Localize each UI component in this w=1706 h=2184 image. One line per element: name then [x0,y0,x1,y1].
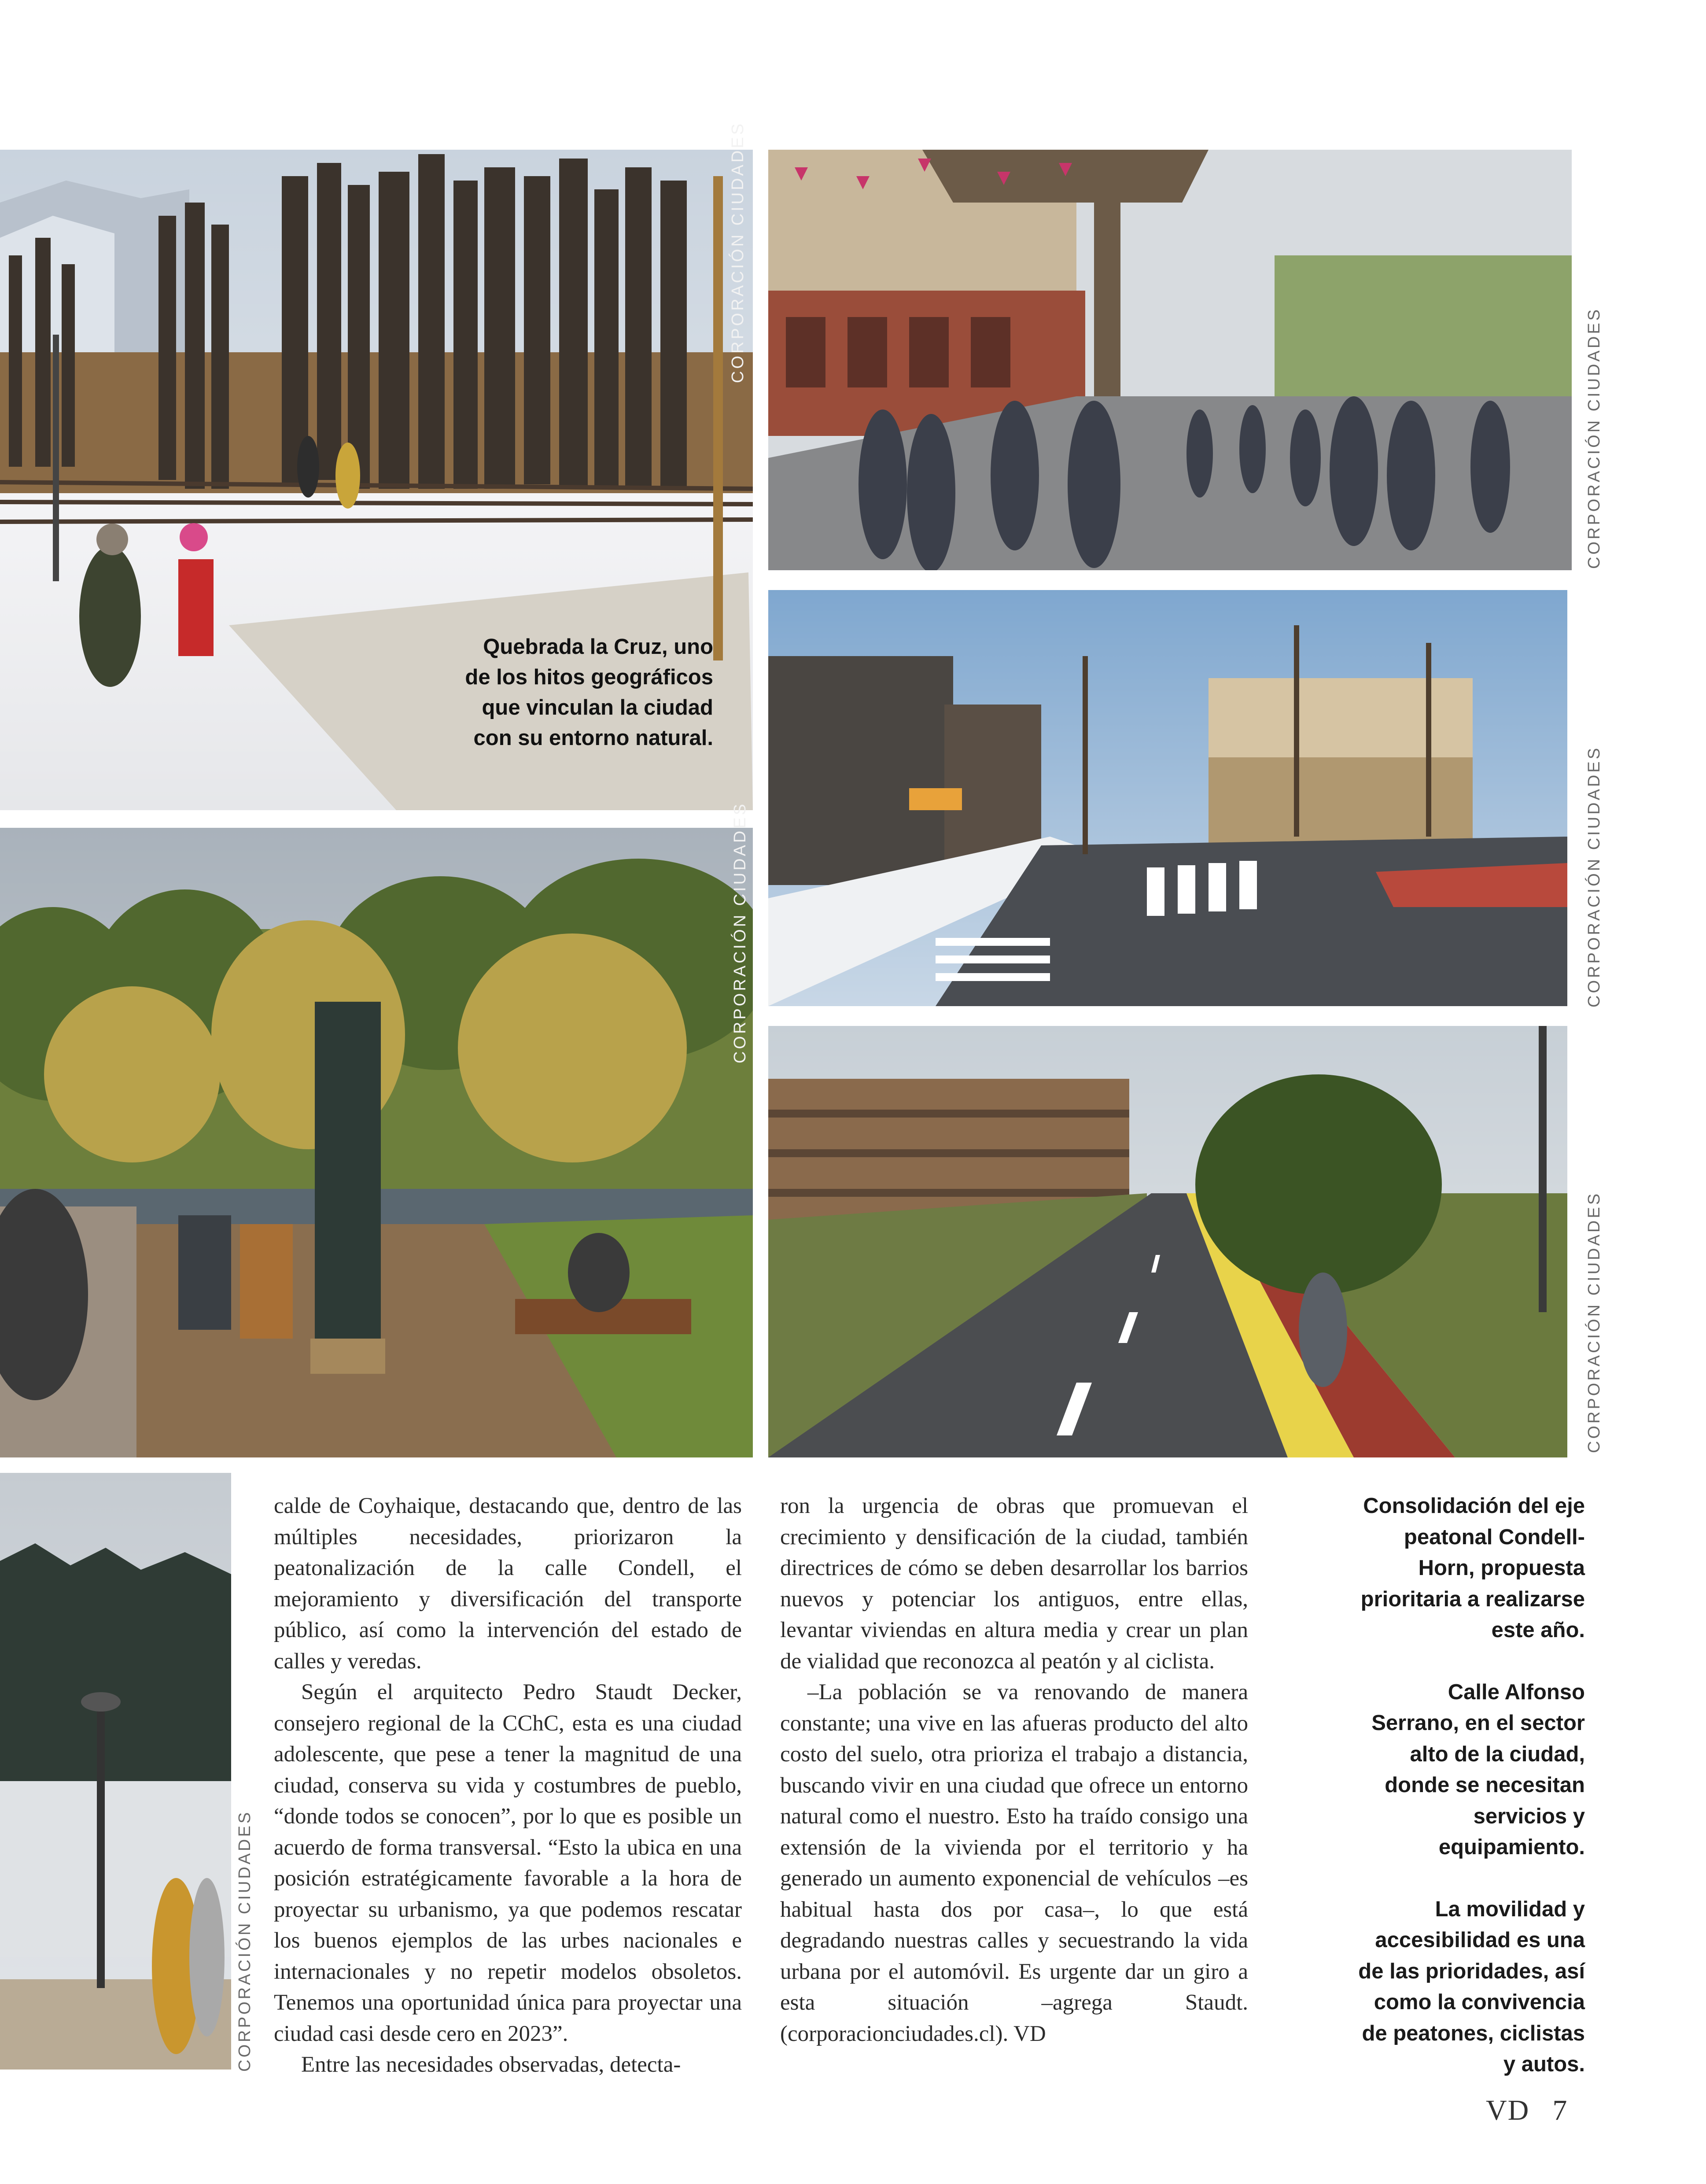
photo-credit-condell: CORPORACIÓN CIUDADES [1585,307,1603,569]
photo-credit-serrano: CORPORACIÓN CIUDADES [1585,745,1603,1007]
folio [1486,2094,1567,2127]
body-paragraph: ron la urgencia de obras que promuevan el crecimiento y densificación de la ciudad, también directrices de cómo se deben desarrollar los barrios nuevos y potenciar los antiguos, entre ellas, levantar viviendas en altura media y crear un plan de vialidad que reconozca al peatón y al ciclista. [780,1494,1248,1674]
caption-movilidad: La movilidad y accesibilidad es una de las prioridades, así como la convivencia de peatones, ciclistas y autos. [1358,1897,1585,2076]
photo-credit-quebrada: CORPORACIÓN CIUDADES [729,121,747,383]
photo-park-signage [0,828,753,1457]
photo-credit-bike-lane: CORPORACIÓN CIUDADES [1585,1191,1603,1453]
magazine-logo: VD [1486,2094,1530,2126]
quebrada-caption: Quebrada la Cruz, uno de los hitos geográficos que vinculan la ciudad con su entorno natural. [465,635,713,750]
photo-condell-horn [768,150,1572,570]
body-paragraph: –La población se va renovando de manera constante; una vive en las afueras producto del alto costo del suelo, otra prioriza el trabajo a distancia, buscando vivir en una ciudad que ofrece un entorno natural como el nuestro. Esto ha traído consigo una extensión de la vivienda por el territorio y ha generado un aumento exponencial de vehículos –es habitual hasta dos por casa–, lo que está degradando nuestras calles y secuestrando la vida urbana por el automóvil. Es urgente dar un giro a esta situación –agrega Staudt. (corporacionciudades.cl). [780,1680,1248,2046]
end-mark: VD [1013,2021,1046,2046]
photo-alfonso-serrano [768,590,1567,1006]
body-column-1 [274,1490,742,2081]
photo-credit-park: CORPORACIÓN CIUDADES [731,801,749,1063]
caption-condell-horn: Consolidación del eje peatonal Condell-Horn, propuesta prioritaria a realizarse este año. [1360,1494,1585,1642]
photo-bike-lane [768,1026,1567,1457]
photo-winter-promenade [0,1473,231,2070]
body-paragraph: Entre las necesidades observadas, detecta- [301,2052,681,2077]
body-column-2 [780,1490,1248,2049]
side-captions [1358,1490,1585,2111]
body-paragraph: Según el arquitecto Pedro Staudt Decker, consejero regional de la CChC, esta es una ciudad adolescente, que pese a tener la magnitud de una ciudad, conserva su vida y costumbres de pueblo, “donde todos se conocen”, por lo que es posible un acuerdo de forma transversal. “Esto la ubica en una posición estratégicamente favorable a la hora de proyectar su urbanismo, ya que podemos rescatar los buenos ejemplos de las urbes nacionales e internacionales y no repetir modelos obsoletos. Tenemos una oportunidad única para proyectar una ciudad casi desde cero en 2023”. [274,1680,742,2046]
body-paragraph: calde de Coyhaique, destacando que, dentro de las múltiples necesidades, priorizaron la peatonalización de la calle Condell, el mejoramiento y diversificación del transporte público, así como la intervención del estado de calles y veredas. [274,1494,742,1674]
caption-alfonso-serrano: Calle Alfonso Serrano, en el sector alto de la ciudad, donde se necesitan servicios y equipamiento. [1371,1680,1585,1859]
photo-credit-promenade: CORPORACIÓN CIUDADES [236,1810,254,2072]
page-number: 7 [1552,2094,1567,2126]
